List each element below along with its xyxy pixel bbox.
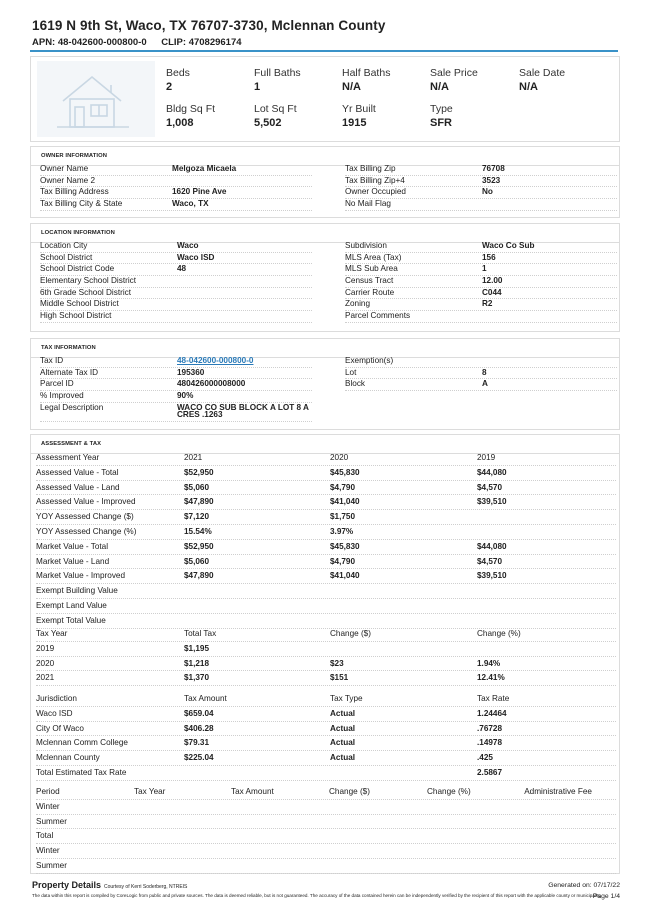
table-cell: $151 (330, 673, 349, 683)
table-cell: $79.31 (184, 738, 210, 748)
field-value: Melgoza Micaela (172, 164, 237, 173)
table-cell: $45,830 (330, 467, 360, 477)
table-cell: Assessed Value - Total (36, 467, 119, 477)
property-summary (30, 56, 620, 142)
table-cell: Summer (36, 860, 67, 870)
field-label: Owner Name (40, 164, 89, 173)
table-cell: Mclennan Comm College (36, 738, 128, 748)
table-cell: 2019 (36, 643, 55, 653)
bldg-sqft-attr (166, 103, 215, 129)
field-value: 1 (482, 264, 487, 274)
table-cell: 15.54% (184, 526, 212, 536)
table-row (36, 555, 616, 570)
table-cell: $4,790 (330, 482, 356, 492)
field-value: 480426000008000 (177, 379, 246, 389)
table-cell: $47,890 (184, 571, 214, 581)
full-baths-label: Full Baths (254, 67, 301, 79)
field-label: Parcel ID (40, 379, 74, 389)
table-row (36, 584, 616, 599)
table-cell: $1,218 (184, 658, 210, 668)
table-cell: Market Value - Total (36, 541, 109, 551)
field-label: Tax Billing Zip+4 (345, 175, 405, 185)
info-row (40, 391, 312, 403)
table-row (36, 707, 616, 722)
lot-sqft-value: 5,502 (254, 117, 282, 129)
footer-title-line (32, 880, 620, 890)
table-cell: Exempt Total Value (36, 615, 106, 625)
info-row (345, 241, 617, 253)
info-row (40, 187, 312, 199)
bldg-sqft-value: 1,008 (166, 117, 194, 129)
table-cell: Actual (330, 708, 356, 718)
table-cell: $4,790 (330, 556, 356, 566)
table-cell: Total Tax (184, 629, 217, 638)
section-title: ASSESSMENT & TAX (31, 435, 619, 454)
table-cell: Tax Amount (231, 787, 274, 796)
table-cell: Tax Amount (184, 694, 227, 703)
sale-date-value: N/A (519, 81, 538, 93)
table-row (36, 540, 616, 555)
table-cell: 12.41% (477, 673, 505, 683)
header-divider (30, 50, 618, 52)
info-row (345, 253, 617, 265)
table-cell: $7,120 (184, 512, 210, 522)
table-cell: 2020 (330, 453, 349, 462)
table-row (36, 671, 616, 686)
beds-label: Beds (166, 67, 190, 79)
sale-date-label: Sale Date (519, 67, 566, 79)
table-cell: Winter (36, 846, 60, 856)
info-row (345, 379, 617, 391)
info-row (40, 176, 312, 188)
table-cell: Tax Type (330, 694, 363, 703)
footer-title: Property Details (32, 880, 102, 890)
full-baths-attr (254, 67, 301, 93)
yr-built-value: 1915 (342, 117, 367, 129)
info-row (40, 288, 312, 300)
table-cell: City Of Waco (36, 723, 84, 733)
field-label: Parcel Comments (345, 311, 411, 321)
info-row (40, 368, 312, 380)
table-row (36, 844, 616, 859)
table-row (36, 495, 616, 510)
table-row (36, 451, 616, 466)
table-cell: Summer (36, 816, 67, 826)
lot-sqft-label: Lot Sq Ft (254, 103, 297, 115)
table-cell: Assessed Value - Improved (36, 497, 136, 507)
info-row (345, 356, 617, 368)
yr-built-label: Yr Built (342, 103, 376, 115)
type-value: SFR (430, 117, 452, 129)
field-label: Lot (345, 367, 357, 377)
field-value: 90% (177, 391, 194, 401)
field-label: Census Tract (345, 276, 394, 286)
table-cell: Market Value - Land (36, 556, 110, 566)
table-cell: $52,950 (184, 467, 214, 477)
field-value: Waco Co Sub (482, 241, 535, 250)
location-left-list (40, 241, 312, 323)
table-row (36, 736, 616, 751)
table-cell: Market Value - Improved (36, 571, 126, 581)
field-label: Legal Description (40, 402, 104, 412)
field-label: Tax Billing Address (40, 187, 109, 197)
section-title: OWNER INFORMATION (31, 147, 619, 166)
table-row (36, 815, 616, 830)
field-label: Carrier Route (345, 287, 395, 297)
table-cell: YOY Assessed Change (%) (36, 526, 137, 536)
info-row (40, 356, 312, 368)
table-cell: Winter (36, 801, 60, 811)
tax-id-link[interactable]: 48-042600-000800-0 (177, 356, 254, 365)
tax-year-table (36, 627, 616, 686)
full-baths-value: 1 (254, 81, 261, 93)
table-cell: $41,040 (330, 571, 360, 581)
assessment-table (36, 451, 616, 629)
table-cell: Tax Year (36, 629, 68, 638)
info-row (40, 299, 312, 311)
table-row (36, 466, 616, 481)
table-cell: 1.24464 (477, 708, 507, 718)
info-row (40, 199, 312, 211)
page-number: Page 1/4 (592, 893, 620, 900)
table-cell: YOY Assessed Change ($) (36, 512, 134, 522)
table-cell: $39,510 (477, 497, 507, 507)
info-row (40, 379, 312, 391)
field-value: 48 (177, 264, 187, 274)
table-cell: $1,370 (184, 673, 210, 683)
table-cell: 2.5867 (477, 767, 503, 777)
table-cell: $225.04 (184, 753, 214, 763)
property-photo (37, 61, 155, 137)
period-table (36, 785, 616, 874)
table-row (36, 599, 616, 614)
table-cell: $5,060 (184, 482, 210, 492)
info-row (345, 199, 617, 211)
table-cell: Assessed Value - Land (36, 482, 120, 492)
section-title: LOCATION INFORMATION (31, 224, 619, 243)
section-title: TAX INFORMATION (31, 339, 619, 358)
apn-number: APN: 48-042600-000800-0 (32, 37, 147, 48)
info-row (40, 311, 312, 323)
field-label: Tax Billing Zip (345, 164, 396, 173)
table-cell: $45,830 (330, 541, 360, 551)
property-address: 1619 N 9th St, Waco, TX 76707-3730, Mclennan County (32, 18, 386, 33)
table-cell: $44,080 (477, 541, 507, 551)
table-cell: .14978 (477, 738, 503, 748)
house-placeholder-icon (37, 61, 155, 137)
half-baths-value: N/A (342, 81, 361, 93)
table-cell: .425 (477, 753, 493, 763)
table-cell: Waco ISD (36, 708, 73, 718)
table-row (36, 785, 616, 800)
table-cell: $4,570 (477, 556, 503, 566)
sale-price-attr (430, 67, 478, 93)
table-row (36, 800, 616, 815)
table-cell: 2021 (36, 673, 55, 683)
owner-left-list (40, 164, 312, 211)
field-value: Waco ISD (177, 252, 215, 262)
table-cell: Change (%) (427, 787, 471, 796)
table-cell: Exempt Land Value (36, 600, 107, 610)
table-cell: $1,195 (184, 643, 210, 653)
field-label: Subdivision (345, 241, 387, 250)
yr-built-attr (342, 103, 376, 129)
tax-info-right-list (345, 356, 617, 391)
sale-price-value: N/A (430, 81, 449, 93)
info-row (40, 276, 312, 288)
table-cell: Total (36, 831, 54, 841)
table-row (36, 692, 616, 707)
sale-date-attr (519, 67, 565, 93)
field-label: Owner Occupied (345, 187, 406, 197)
table-cell: $23 (330, 658, 344, 668)
field-value: A (482, 379, 488, 389)
table-cell: $5,060 (184, 556, 210, 566)
info-row (345, 311, 617, 323)
field-label: % Improved (40, 391, 84, 401)
table-cell: Actual (330, 723, 356, 733)
field-value: 195360 (177, 367, 205, 377)
field-label: School District Code (40, 264, 115, 274)
table-row (36, 642, 616, 657)
field-value: 3523 (482, 175, 501, 185)
table-row (36, 510, 616, 525)
table-cell: .76728 (477, 723, 503, 733)
info-row (345, 368, 617, 380)
table-row (36, 829, 616, 844)
apn-line (32, 37, 254, 48)
table-cell: Mclennan County (36, 753, 100, 763)
beds-value: 2 (166, 81, 173, 93)
jurisdiction-table (36, 692, 616, 781)
footer-courtesy: Courtesy of Kerri Soderberg, NTREIS (104, 884, 188, 890)
field-value: 8 (482, 367, 487, 377)
field-label: MLS Area (Tax) (345, 252, 402, 262)
info-row (40, 241, 312, 253)
generated-date: Generated on: 07/17/22 (548, 882, 620, 889)
table-cell: Assessment Year (36, 453, 100, 462)
table-row (36, 525, 616, 540)
info-row (40, 403, 312, 422)
table-cell: Exempt Building Value (36, 586, 118, 596)
field-value: Waco, TX (172, 199, 209, 209)
field-label: Alternate Tax ID (40, 367, 99, 377)
table-cell: $47,890 (184, 497, 214, 507)
field-label: Middle School District (40, 299, 119, 309)
table-row (36, 569, 616, 584)
table-cell: $52,950 (184, 541, 214, 551)
type-label: Type (430, 103, 453, 115)
table-cell: Tax Rate (477, 694, 510, 703)
info-row (40, 264, 312, 276)
field-label: School District (40, 252, 93, 262)
info-row (345, 176, 617, 188)
table-cell: $4,570 (477, 482, 503, 492)
field-label: Zoning (345, 299, 371, 309)
field-label: 6th Grade School District (40, 287, 132, 297)
field-value: 1620 Pine Ave (172, 187, 227, 197)
info-row (345, 164, 617, 176)
field-value: 156 (482, 252, 496, 262)
info-row (345, 187, 617, 199)
table-row (36, 627, 616, 642)
table-cell: 1.94% (477, 658, 501, 668)
field-value: WACO CO SUB BLOCK A LOT 8 A CRES .1263 (177, 402, 309, 419)
field-value: No (482, 187, 493, 197)
table-row (36, 766, 616, 781)
tax-info-left-list (40, 356, 312, 422)
half-baths-attr (342, 67, 390, 93)
lot-sqft-attr (254, 103, 297, 129)
field-value: 12.00 (482, 276, 503, 286)
field-label: Tax Billing City & State (40, 199, 123, 209)
field-label: Elementary School District (40, 276, 137, 286)
info-row (345, 276, 617, 288)
table-cell: $1,750 (330, 512, 356, 522)
field-label: Tax ID (40, 356, 64, 365)
field-label: No Mail Flag (345, 199, 391, 209)
page-footer (32, 880, 620, 899)
field-value: Waco (177, 241, 199, 250)
table-cell: Administrative Fee (524, 787, 592, 796)
table-cell: Period (36, 787, 60, 796)
info-row (40, 164, 312, 176)
location-right-list (345, 241, 617, 323)
clip-number: CLIP: 4708296174 (161, 37, 242, 48)
owner-right-list (345, 164, 617, 211)
table-row (36, 481, 616, 496)
table-cell: 3.97% (330, 526, 354, 536)
table-row (36, 657, 616, 672)
beds-attr (166, 67, 190, 93)
field-value: R2 (482, 299, 493, 309)
table-cell: 2020 (36, 658, 55, 668)
field-label: Owner Name 2 (40, 175, 96, 185)
table-cell: Change ($) (329, 787, 370, 796)
table-cell: 2021 (184, 453, 203, 462)
table-cell: 2019 (477, 453, 496, 462)
bldg-sqft-label: Bldg Sq Ft (166, 103, 216, 115)
table-row (36, 722, 616, 737)
footer-disclaimer: The data within this report is compiled by CoreLogic from public and private sources. The data is deemed reliable, but is not guaranteed. The accuracy of the data contained herein can be independently verified by the recipient of this report with the applicable county or municipality. (32, 893, 602, 898)
info-row (40, 253, 312, 265)
field-label: High School District (40, 311, 112, 321)
table-cell: $659.04 (184, 708, 214, 718)
table-cell: Actual (330, 753, 356, 763)
table-cell: $41,040 (330, 497, 360, 507)
table-cell: Total Estimated Tax Rate (36, 767, 127, 777)
field-label: Exemption(s) (345, 356, 394, 365)
table-cell: $44,080 (477, 467, 507, 477)
sale-price-label: Sale Price (430, 67, 478, 79)
table-row (36, 751, 616, 766)
half-baths-label: Half Baths (342, 67, 391, 79)
field-value: C044 (482, 287, 502, 297)
field-label: Location City (40, 241, 88, 250)
info-row (345, 264, 617, 276)
field-value: 76708 (482, 164, 505, 173)
table-row (36, 859, 616, 874)
table-cell: Actual (330, 738, 356, 748)
table-cell: Change (%) (477, 629, 521, 638)
table-cell: $39,510 (477, 571, 507, 581)
table-cell: $406.28 (184, 723, 214, 733)
table-cell: Jurisdiction (36, 694, 77, 703)
type-attr (430, 103, 453, 129)
table-cell: Change ($) (330, 629, 371, 638)
info-row (345, 288, 617, 300)
field-label: MLS Sub Area (345, 264, 398, 274)
table-cell: Tax Year (134, 787, 166, 796)
info-row (345, 299, 617, 311)
field-label: Block (345, 379, 366, 389)
